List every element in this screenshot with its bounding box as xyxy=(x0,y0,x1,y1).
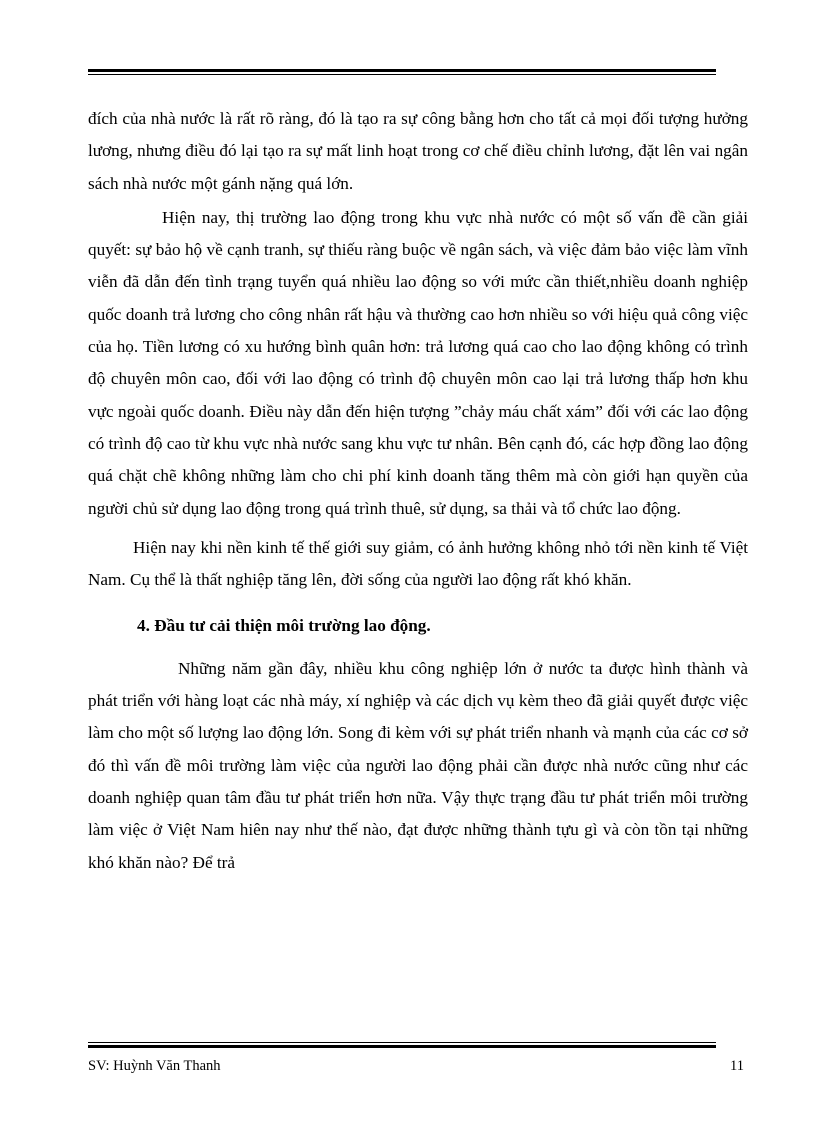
footer-page-number: 11 xyxy=(730,1058,744,1074)
footer-rule-thick xyxy=(88,1045,716,1048)
paragraph-continued: đích của nhà nước là rất rõ ràng, đó là tạo ra sự công bằng hơn cho tất cả mọi đối tượng hưởng lương, nhưng điều đó lại tạo ra sự mất linh hoạt trong cơ chế điều chỉnh lương, đặt lên vai ngân sách nhà nước một gánh nặng quá lớn. xyxy=(88,109,748,193)
footer-rule-thin xyxy=(88,1042,716,1043)
paragraph-labor-market: Hiện nay, thị trường lao động trong khu vực nhà nước có một số vấn đề cần giải quyết: sự bảo hộ về cạnh tranh, sự thiếu ràng buộc về ngân sách, và việc đảm bảo việc làm vĩnh viễn đã dẫn đến tình trạng tuyển quá nhiều lao động so với mức cần thiết,nhiều doanh nghiệp quốc doanh trả lương cho công nhân rất hậu và thường cao hơn nhiều so với hiệu quả công việc của họ. Tiền lương có xu hướng bình quân hơn: trả lương quá cao cho lao động không có trình độ chuyên môn cao, đối với lao động có trình độ chuyên môn cao lại trả lương thấp hơn khu vực ngoài quốc doanh. Điều này dẫn đến hiện tượng ”chảy máu chất xám” đối với các lao động có trình độ cao từ khu vực nhà nước sang khu vực tư nhân. Bên cạnh đó, các hợp đồng lao động quá chặt chẽ không những làm cho chi phí kinh doanh tăng thêm mà còn giới hạn quyền của người chủ sử dụng lao động trong quá trình thuê, sử dụng, sa thải và tổ chức lao động. xyxy=(88,207,748,518)
footer-student-name: SV: Huỳnh Văn Thanh xyxy=(88,1058,221,1074)
section-heading: 4. Đầu tư cải thiện môi trường lao động. xyxy=(137,616,431,636)
paragraph-economic-decline: Hiện nay khi nền kinh tế thế giới suy giảm, có ảnh hưởng không nhỏ tới nền kinh tế Việt Nam. Cụ thể là thất nghiệp tăng lên, đời sống của người lao động rất khó khăn. xyxy=(88,537,748,590)
header-rule-thin xyxy=(88,74,716,75)
header-rule-thick xyxy=(88,69,716,72)
paragraph-industrial-zones: Những năm gần đây, nhiều khu công nghiệp lớn ở nước ta được hình thành và phát triển với hàng loạt các nhà máy, xí nghiệp và các dịch vụ kèm theo đã giải quyết được việc làm cho một số lượng lao động lớn. Song đi kèm với sự phát triển nhanh và mạnh của các cơ sở đó thì vấn đề môi trường làm việc của người lao động phải cần được nhà nước cũng như các doanh nghiệp quan tâm đầu tư phát triển hơn nữa. Vậy thực trạng đầu tư phát triển môi trường làm việc ở Việt Nam hiên nay như thế nào, đạt được những thành tựu gì và còn tồn tại những khó khăn nào? Để trả xyxy=(88,658,748,872)
page-body xyxy=(88,103,748,879)
